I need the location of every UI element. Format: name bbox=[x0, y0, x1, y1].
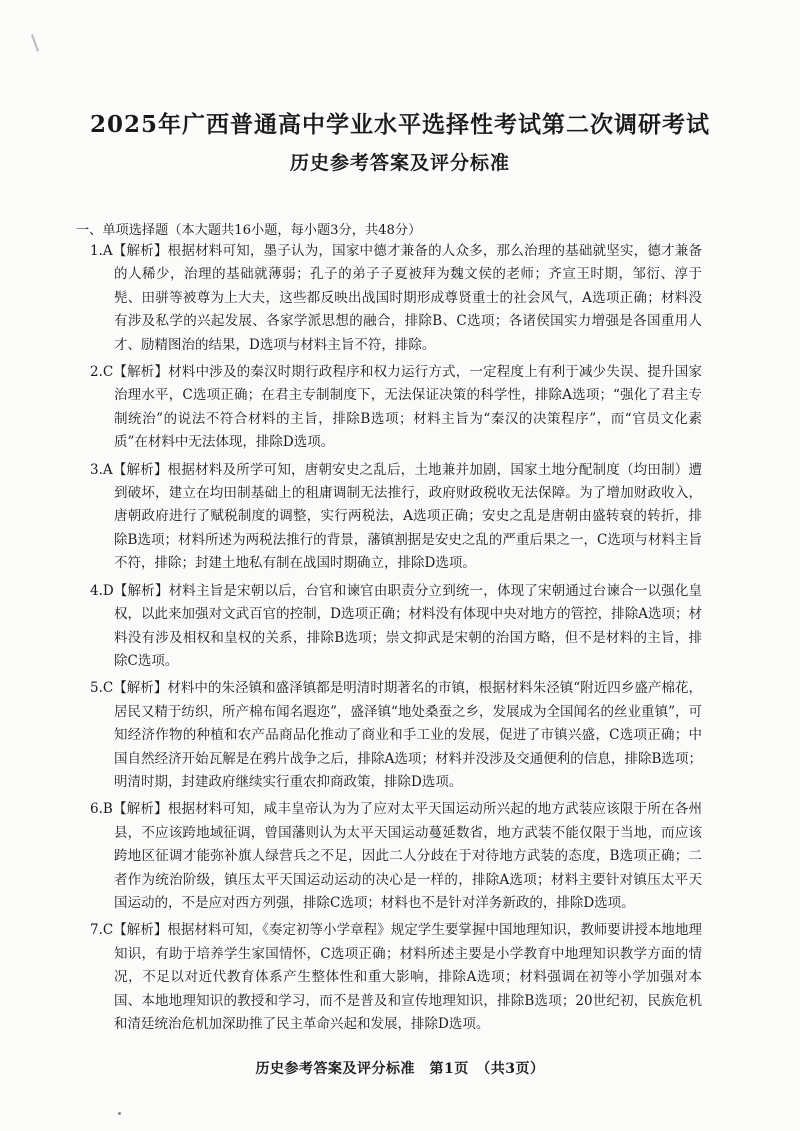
answer-number: 3.A bbox=[90, 461, 113, 478]
exam-title: 2025年广西普通高中学业水平选择性考试第二次调研考试 bbox=[89, 111, 710, 138]
answer-list bbox=[90, 240, 702, 1040]
answer-explanation: 【解析】根据材料可知，墨子认为，国家中德才兼备的人众多，那么治理的基础就坚实，德才兼备的人稀少，治理的基础就薄弱；孔子的弟子子夏被拜为魏文侯的老师；齐宣王时期，邹衍、淳于髡、田骈等被尊为上大夫，这些都反映出战国时期形成尊贤重士的社会风气，A选项正确；材料没有涉及私学的兴起发展、各家学派思想的融合，排除B、C选项；各诸侯国实力增强是各国重用人才、励精图治的结果，D选项与材料主旨不符，排除。 bbox=[112, 243, 702, 353]
answer-explanation: 【解析】根据材料及所学可知，唐朝安史之乱后，土地兼并加剧，国家土地分配制度（均田制）遭到破坏，建立在均田制基础上的租庸调制无法推行，政府财政税收无法保障。为了增加财政收入，唐朝政府进行了赋税制度的调整，实行两税法，A选项正确；安史之乱是唐朝由盛转衰的转折，排除B选项；材料所述为两税法推行的背景，藩镇割据是安史之乱的严重后果之一，C选项与材料主旨不符，排除；封建土地私有制在战国时期确立，排除D选项。 bbox=[112, 461, 702, 572]
answer-explanation: 【解析】材料主旨是宋朝以后，台官和谏官由职责分立到统一，体现了宋朝通过台谏合一以强化皇权，以此来加强对文武百官的控制，D选项正确；材料没有体现中央对地方的管控，排除A选项；材料没有涉及相权和皇权的关系，排除B选项；崇文抑武是宋朝的治国方略，但不是材料的主旨，排除C选项。 bbox=[113, 582, 702, 669]
answer-item-5 bbox=[90, 677, 702, 794]
answer-item-7 bbox=[90, 919, 702, 1036]
answer-item-6 bbox=[90, 798, 702, 915]
document-subtitle: 历史参考答案及评分标准 bbox=[289, 152, 510, 174]
answer-number: 2.C bbox=[90, 364, 114, 381]
answer-explanation: 【解析】材料中的朱泾镇和盛泽镇都是明清时期著名的市镇，根据材料朱泾镇“附近四乡盛产棉花，居民又精于纺织，所产棉布闻名遐迩”，盛泽镇“地处桑蚕之乡，发展成为全国闻名的丝业重镇”，可知经济作物的种植和农产品商品化推动了商业和手工业的发展，促进了市镇兴盛，C选项正确；中国自然经济开始瓦解是在鸦片战争之后，排除A选项；材料并没涉及交通便利的信息，排除B选项；明清时期，封建政府继续实行重农抑商政策，排除D选项。 bbox=[113, 680, 702, 790]
answer-number: 4.D bbox=[90, 582, 114, 599]
answer-explanation: 【解析】根据材料可知，咸丰皇帝认为为了应对太平天国运动所兴起的地方武装应该限于所在各州县，不应该跨地域征调，曾国藩则认为太平天国运动蔓延数省，地方武装不能仅限于当地，而应该跨地区征调才能弥补旗人绿营兵之不足，因此二人分歧在于对待地方武装的态度，B选项正确；二者作为统治阶级，镇压太平天国运动运动的决心是一样的，排除A选项；材料主要针对镇压太平天国运动的，不是应对西方列强，排除C选项；材料也不是针对洋务新政的，排除D选项。 bbox=[112, 801, 702, 911]
scan-mark bbox=[31, 34, 39, 52]
section-heading: 一、单项选择题（本大题共16小题，每小题3分，共48分） bbox=[76, 223, 422, 238]
answer-item-4 bbox=[90, 580, 702, 674]
answer-explanation: 【解析】根据材料可知，《奏定初等小学章程》规定学生要掌握中国地理知识，教师要讲授本地地理知识，有助于培养学生家国情怀，C选项正确；材料所述主要是小学教育中地理知识教学方面的情况，不足以对近代教育体系产生整体性和重大影响，排除A选项；材料强调在初等小学加强对本国、本地地理知识的教授和学习，而不是普及和宣传地理知识，排除B选项；20世纪初，民族危机和清廷统治危机加深助推了民主革命兴起和发展，排除D选项。 bbox=[113, 922, 702, 1032]
page-footer: 历史参考答案及评分标准 第1页 （共3页） bbox=[255, 1061, 545, 1077]
scan-dot bbox=[118, 1112, 121, 1115]
answer-number: 5.C bbox=[90, 680, 114, 697]
answer-item-3 bbox=[90, 459, 702, 576]
answer-number: 7.C bbox=[90, 922, 114, 939]
answer-item-1 bbox=[90, 240, 702, 357]
answer-number: 1.A bbox=[90, 243, 113, 259]
answer-item-2 bbox=[90, 361, 702, 455]
answer-number: 6.B bbox=[90, 801, 113, 818]
answer-explanation: 【解析】材料中涉及的秦汉时期行政程序和权力运行方式，一定程度上有利于减少失误、提升国家治理水平，C选项正确；在君主专制制度下，无法保证决策的科学性，排除A选项；“强化了君主专制统治”的说法不符合材料的主旨，排除B选项；材料主旨为“秦汉的决策程序”，而“官员文化素质”在材料中无法体现，排除D选项。 bbox=[113, 364, 702, 451]
